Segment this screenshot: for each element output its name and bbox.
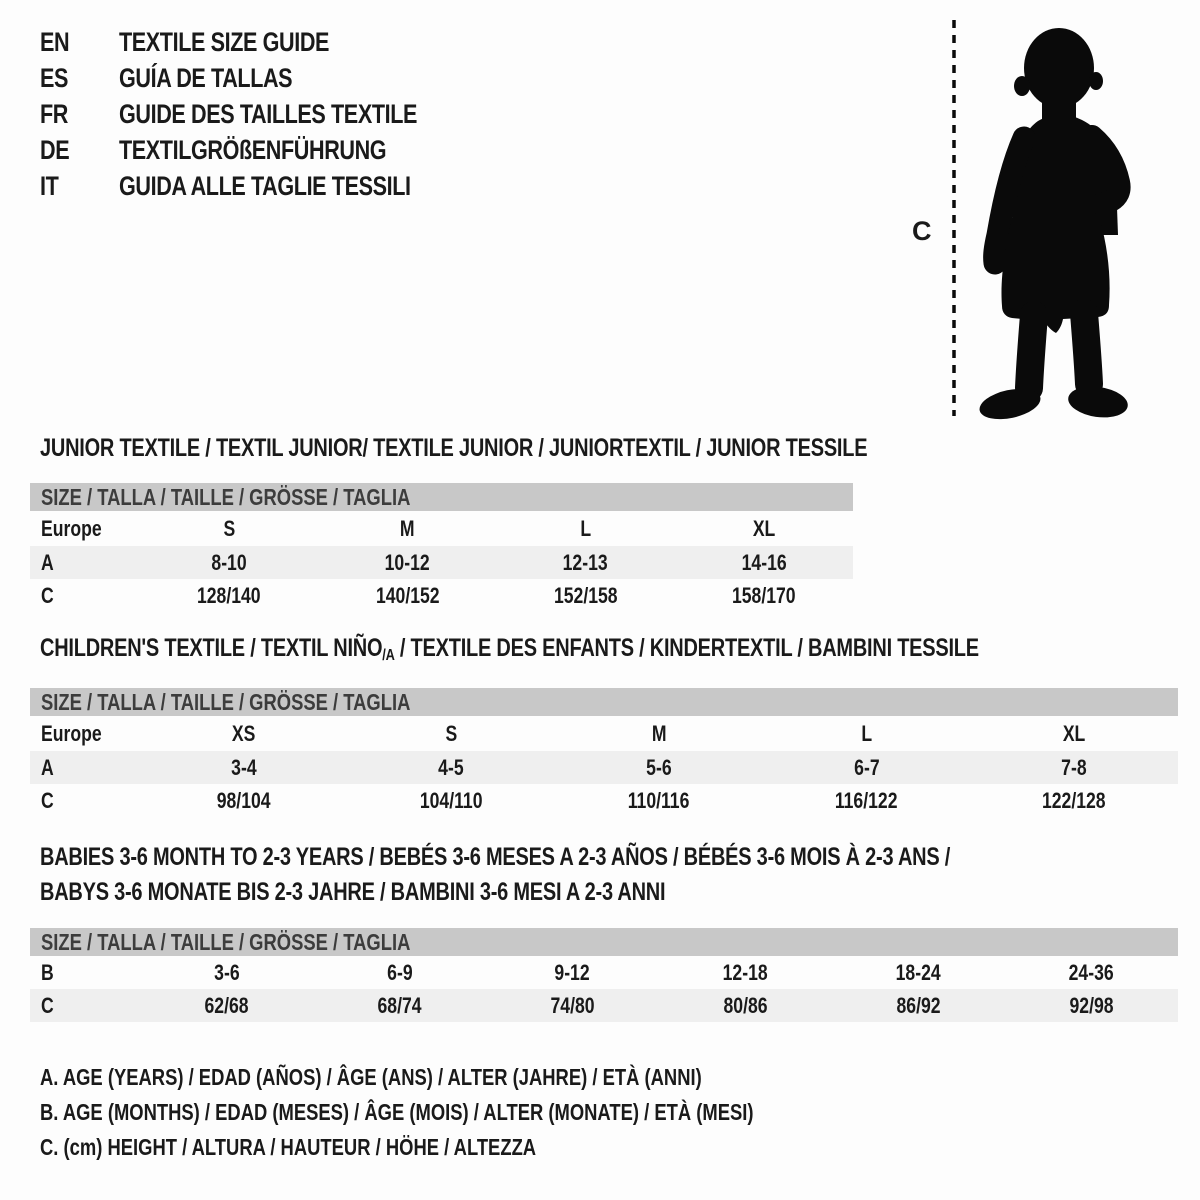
lang-row-de (40, 132, 492, 168)
junior-col-xl: XL (752, 515, 776, 541)
toddler-silhouette (977, 28, 1130, 424)
babies-row-height: C 62/68 68/74 74/80 80/86 86/92 92/98 (30, 989, 1178, 1022)
children-col-s: S (445, 720, 458, 746)
junior-columns-row (30, 511, 853, 546)
lang-row-en (40, 24, 492, 60)
children-col-xs: XS (232, 720, 256, 746)
children-row-height: C 98/104 104/110 110/116 116/122 122/128 (41, 787, 1106, 813)
lang-row-it (40, 168, 492, 204)
lang-label-fr: GUIDE DES TAILLES TEXTILE (119, 98, 418, 129)
children-col-m: M (651, 720, 667, 746)
babies-size-table (30, 928, 1178, 1022)
babies-section-title-line1: BABIES 3-6 MONTH TO 2-3 YEARS / BEBÉS 3-6 MESES A 2-3 AÑOS / BÉBÉS 3-6 MOIS À 2-3 ANS / (40, 843, 951, 871)
lang-code-en: EN (40, 26, 70, 57)
children-section-title: CHILDREN'S TEXTILE / TEXTIL NIÑO/A / TEXTILE DES ENFANTS / KINDERTEXTIL / BAMBINI TESSILE (40, 634, 979, 664)
babies-size-header-bar: SIZE / TALLA / TAILLE / GRÖSSE / TAGLIA (30, 928, 1178, 956)
children-row-age: A 3-4 4-5 5-6 6-7 7-8 (30, 751, 1178, 784)
children-size-table (30, 688, 1178, 817)
toddler-silhouette-image (870, 14, 1160, 424)
legend-line-c: C. (cm) HEIGHT / ALTURA / HAUTEUR / HÖHE / ALTEZZA (40, 1134, 537, 1160)
junior-row-age: A 8-10 10-12 12-13 14-16 (30, 546, 853, 579)
lang-label-es: GUÍA DE TALLAS (119, 62, 293, 93)
junior-section-title: JUNIOR TEXTILE / TEXTIL JUNIOR/ TEXTILE JUNIOR / JUNIORTEXTIL / JUNIOR TESSILE (40, 434, 868, 462)
lang-code-es: ES (40, 62, 69, 93)
legend (40, 1060, 932, 1165)
junior-col-m: M (400, 515, 415, 541)
junior-size-table (30, 483, 853, 612)
junior-row-height: C 128/140 140/152 152/158 158/170 (41, 582, 796, 608)
junior-size-header-bar: SIZE / TALLA / TAILLE / GRÖSSE / TAGLIA (30, 483, 853, 511)
lang-label-en: TEXTILE SIZE GUIDE (119, 26, 330, 57)
lang-code-de: DE (40, 134, 70, 165)
legend-line-a: A. AGE (YEARS) / EDAD (AÑOS) / ÂGE (ANS) / ALTER (JAHRE) / ETÀ (ANNI) (40, 1064, 702, 1090)
children-title-subscript: /A (382, 647, 395, 664)
junior-col-s: S (223, 515, 235, 541)
babies-row-months: B 3-6 6-9 9-12 12-18 18-24 24-36 (41, 959, 1115, 985)
height-measure-label: C (912, 216, 932, 246)
lang-code-it: IT (40, 170, 59, 201)
children-col-l: L (861, 720, 872, 746)
children-size-header-bar: SIZE / TALLA / TAILLE / GRÖSSE / TAGLIA (30, 688, 1178, 716)
height-figure (870, 14, 1160, 424)
children-columns-row (30, 716, 1178, 751)
junior-col-l: L (580, 515, 591, 541)
lang-label-de: TEXTILGRÖßENFÜHRUNG (119, 134, 387, 165)
lang-code-fr: FR (40, 98, 68, 129)
lang-row-es (40, 60, 492, 96)
lang-row-fr (40, 96, 492, 132)
children-col-xl: XL (1062, 720, 1086, 746)
children-col-europe: Europe (41, 720, 102, 746)
lang-label-it: GUIDA ALLE TAGLIE TESSILI (119, 170, 411, 201)
language-title-list (40, 24, 492, 204)
babies-section-title-line2: BABYS 3-6 MONATE BIS 2-3 JAHRE / BAMBINI 3-6 MESI A 2-3 ANNI (40, 878, 666, 906)
legend-line-b: B. AGE (MONTHS) / EDAD (MESES) / ÂGE (MOIS) / ALTER (MONATE) / ETÀ (MESI) (40, 1099, 754, 1125)
junior-col-europe: Europe (41, 515, 102, 541)
